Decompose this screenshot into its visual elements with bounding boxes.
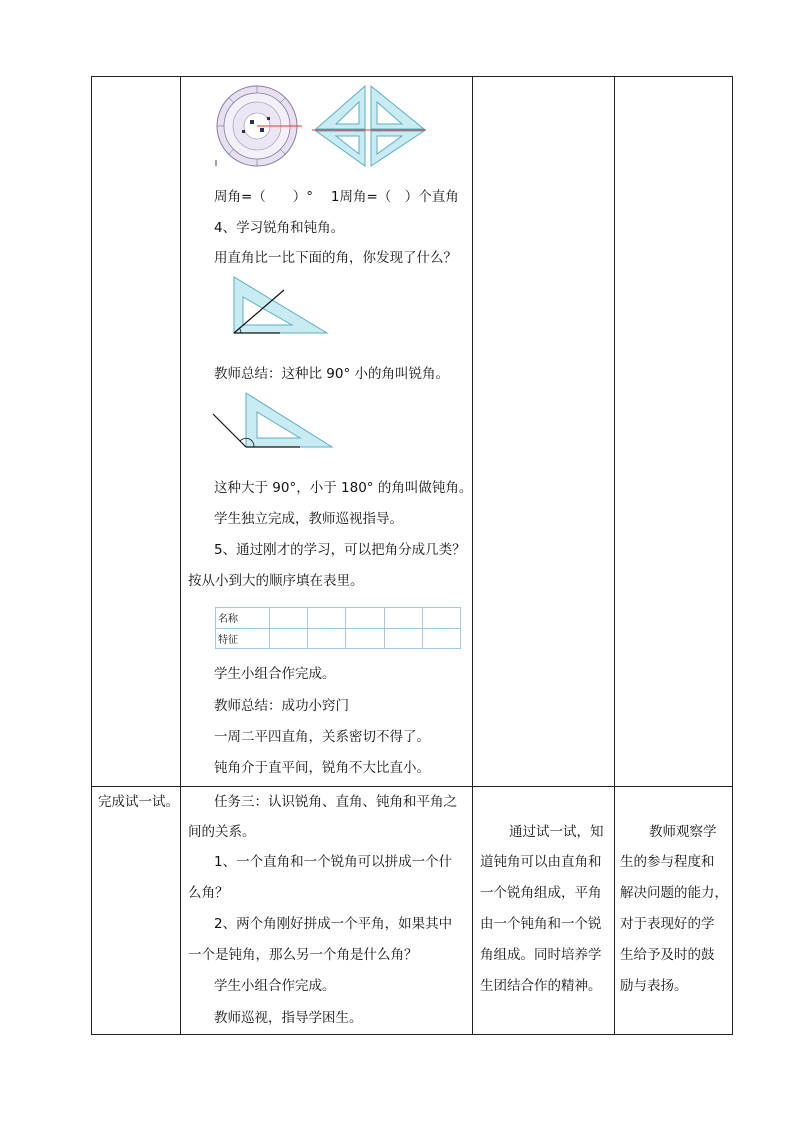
evaluation-line: 生的参与程度和	[620, 854, 715, 870]
evaluation-line: 生给予及时的鼓	[620, 947, 715, 963]
task3-line: 间的关系。	[188, 824, 256, 840]
stage-label: 完成试一试。	[98, 794, 179, 810]
zhoujiao-line: 周角=（ ）° 1周角=（ ）个直角	[214, 189, 459, 205]
acute-angle-diagram	[226, 273, 332, 337]
intent-line: 通过试一试，知	[509, 824, 604, 840]
table-cell[interactable]	[308, 628, 346, 649]
independent-line: 学生独立完成，教师巡视指导。	[214, 511, 403, 527]
angle-classification-table	[215, 607, 461, 649]
task3-line: 1、一个直角和一个锐角可以拼成一个什	[214, 854, 453, 870]
acute-summary: 教师总结：这种比 90° 小的角叫锐角。	[214, 366, 450, 382]
task3-line: 学生小组合作完成。	[214, 978, 336, 994]
task3-line: 2、两个角刚好拼成一个平角，如果其中	[214, 916, 453, 932]
obtuse-angle-diagram	[210, 391, 336, 453]
intent-line: 角组成。同时培养学	[480, 947, 602, 963]
intent-line: 一个锐角组成，平角	[480, 885, 602, 901]
set-square-icon	[312, 84, 428, 168]
table-cell[interactable]	[270, 628, 308, 649]
task3-line: 么角？	[188, 885, 229, 901]
rhyme-line-1: 一周二平四直角，关系密切不得了。	[214, 729, 430, 745]
table-cell[interactable]	[270, 608, 308, 629]
task5-question: 5、通过刚才的学习，可以把角分成几类？	[214, 542, 466, 558]
table-cell[interactable]	[422, 608, 460, 629]
row-label-feature: 特征	[216, 628, 270, 649]
table-cell[interactable]	[384, 628, 422, 649]
protractor-icon	[212, 84, 302, 168]
task3-line: 任务三：认识锐角、直角、钝角和平角之	[214, 794, 457, 810]
compare-question: 用直角比一比下面的角，你发现了什么？	[214, 250, 457, 266]
evaluation-line: 励与表扬。	[620, 978, 688, 994]
task5-instruction: 按从小到大的顺序填在表里。	[188, 573, 364, 589]
table-cell[interactable]	[346, 628, 384, 649]
evaluation-line: 对于表现好的学	[620, 916, 715, 932]
table-cell[interactable]	[346, 608, 384, 629]
row-label-name: 名称	[216, 608, 270, 629]
obtuse-definition: 这种大于 90°，小于 180° 的角叫做钝角。	[214, 480, 473, 496]
table-cell[interactable]	[422, 628, 460, 649]
evaluation-line: 解决问题的能力，	[620, 885, 728, 901]
task4-heading: 4、学习锐角和钝角。	[214, 220, 345, 236]
intent-line: 道钝角可以由直角和	[480, 854, 602, 870]
evaluation-line: 教师观察学	[649, 824, 717, 840]
tips-title: 教师总结：成功小窍门	[214, 698, 349, 714]
group-work-line: 学生小组合作完成。	[214, 666, 336, 682]
rhyme-line-2: 钝角介于直平间，锐角不大比直小。	[214, 760, 430, 776]
table-cell[interactable]	[384, 608, 422, 629]
intent-line: 由一个钝角和一个锐	[480, 916, 602, 932]
task3-line: 一个是钝角，那么另一个角是什么角？	[188, 947, 418, 963]
task3-line: 教师巡视，指导学困生。	[214, 1010, 363, 1026]
table-cell[interactable]	[308, 608, 346, 629]
intent-line: 生团结合作的精神。	[480, 978, 602, 994]
